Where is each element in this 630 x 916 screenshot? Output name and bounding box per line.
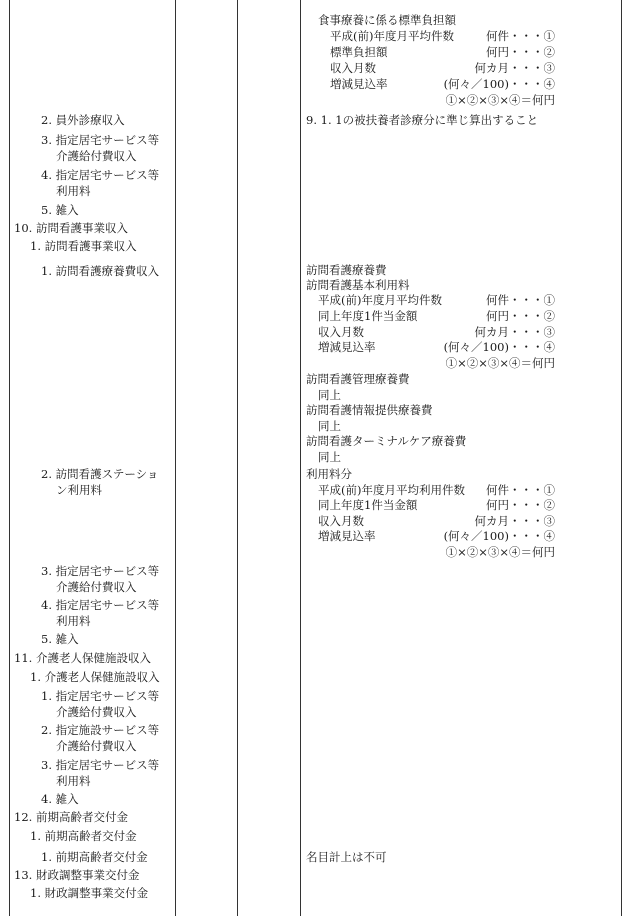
item-label: 利用料 [56, 184, 91, 198]
section-heading: 10. 訪問看護事業収入 [14, 221, 128, 235]
item-label: 4. 指定居宅サービス等 [41, 598, 160, 612]
note-value: (何々／100)・・・④ [443, 340, 555, 354]
note-heading: 訪問看護管理療養費 [306, 372, 410, 386]
table-border-left [9, 0, 10, 916]
note-value: 何円・・・② [486, 309, 555, 323]
note-text: 名目計上は不可 [306, 850, 387, 864]
note-value: (何々／100)・・・④ [443, 77, 555, 91]
subsection-heading: 1. 介護老人保健施設収入 [30, 670, 160, 684]
note-label: 収入月数 [318, 514, 364, 528]
item-label: 利用料 [56, 614, 91, 628]
section-heading: 11. 介護老人保健施設収入 [14, 651, 151, 665]
note-label: 平成(前)年度月平均件数 [318, 293, 442, 307]
note-value: 何円・・・② [486, 498, 555, 512]
item-label: 2. 員外診療収入 [41, 113, 125, 127]
note-label: 同上 [318, 388, 341, 402]
note-value: 何件・・・① [486, 29, 555, 43]
item-label: 2. 訪問看護ステーショ [41, 467, 159, 481]
item-label: 3. 指定居宅サービス等 [41, 564, 160, 578]
item-label: 3. 指定居宅サービス等 [41, 758, 160, 772]
note-label: 同上 [318, 419, 341, 433]
note-heading: 訪問看護基本利用料 [306, 278, 410, 292]
note-label: 同上 [318, 450, 341, 464]
note-value: (何々／100)・・・④ [443, 529, 555, 543]
note-heading: 利用料分 [306, 467, 352, 481]
note-value: 何カ月・・・③ [474, 514, 555, 528]
section-heading: 13. 財政調整事業交付金 [14, 868, 140, 882]
note-value: 何件・・・① [486, 483, 555, 497]
note-formula: ①×②×③×④＝何円 [445, 545, 555, 559]
subsection-heading: 1. 訪問看護事業収入 [30, 239, 137, 253]
column-divider-3 [300, 0, 301, 916]
note-label: 同上年度1件当金額 [318, 309, 418, 323]
item-label: 4. 指定居宅サービス等 [41, 168, 160, 182]
subsection-heading: 1. 財政調整事業交付金 [30, 886, 149, 900]
item-label: 介護給付費収入 [56, 705, 137, 719]
note-label: 収入月数 [330, 61, 376, 75]
note-label: 平成(前)年度月平均利用件数 [318, 483, 465, 497]
note-label: 増減見込率 [330, 77, 388, 91]
column-divider-1 [175, 0, 176, 916]
item-label: 2. 指定施設サービス等 [41, 723, 160, 737]
note-heading: 訪問看護情報提供療養費 [306, 403, 433, 417]
subsection-heading: 1. 前期高齢者交付金 [30, 829, 137, 843]
note-text: 9. 1. 1の被扶養者診療分に準じ算出すること [306, 113, 539, 127]
section-heading: 12. 前期高齢者交付金 [14, 810, 128, 824]
note-value: 何円・・・② [486, 45, 555, 59]
note-heading: 訪問看護療養費 [306, 263, 387, 277]
column-divider-2 [237, 0, 238, 916]
item-label: 3. 指定居宅サービス等 [41, 133, 160, 147]
note-formula: ①×②×③×④＝何円 [445, 356, 555, 370]
note-label: 増減見込率 [318, 340, 376, 354]
item-label: 介護給付費収入 [56, 739, 137, 753]
item-label: 1. 訪問看護療養費収入 [41, 264, 160, 278]
item-label: 1. 前期高齢者交付金 [41, 850, 148, 864]
item-label: 5. 雑入 [41, 203, 79, 217]
item-label: 介護給付費収入 [56, 149, 137, 163]
item-label: 1. 指定居宅サービス等 [41, 689, 160, 703]
note-label: 同上年度1件当金額 [318, 498, 418, 512]
note-formula: ①×②×③×④＝何円 [445, 93, 555, 107]
note-label: 平成(前)年度月平均件数 [330, 29, 454, 43]
item-label: 5. 雑入 [41, 632, 79, 646]
table-border-right [621, 0, 622, 916]
note-heading: 食事療養に係る標準負担額 [318, 13, 456, 27]
item-label: 介護給付費収入 [56, 580, 137, 594]
note-heading: 訪問看護ターミナルケア療養費 [306, 434, 467, 448]
note-label: 収入月数 [318, 325, 364, 339]
note-value: 何カ月・・・③ [474, 325, 555, 339]
item-label: ン利用料 [56, 483, 102, 497]
note-value: 何カ月・・・③ [474, 61, 555, 75]
item-label: 4. 雑入 [41, 792, 79, 806]
note-label: 増減見込率 [318, 529, 376, 543]
item-label: 利用料 [56, 774, 91, 788]
note-value: 何件・・・① [486, 293, 555, 307]
note-label: 標準負担額 [330, 45, 388, 59]
